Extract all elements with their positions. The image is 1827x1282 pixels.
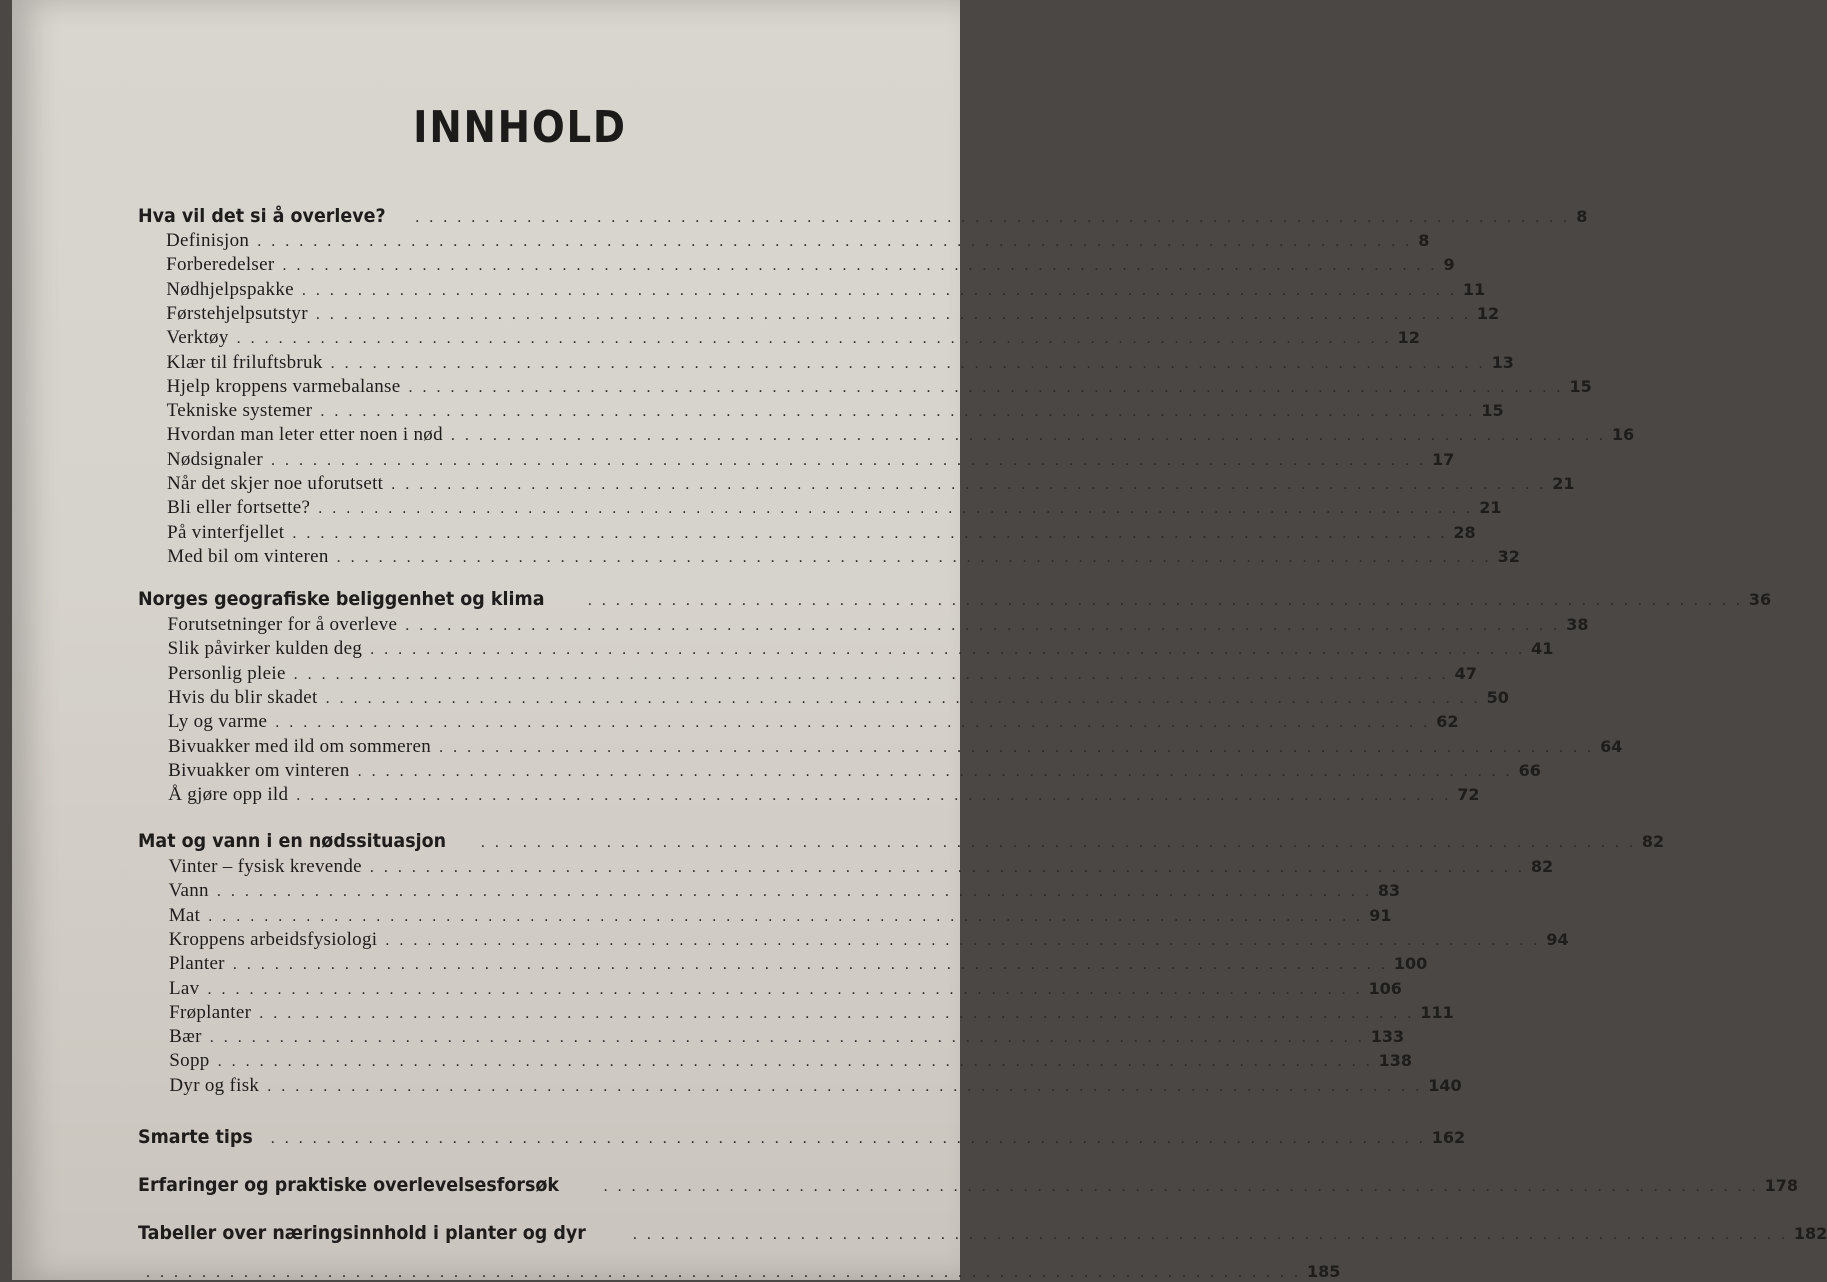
dot-leader: . . . . . . . . . . . . . . . . . . . . . . . . . . . . . . . . . . . . . . . . . . . . . . . . . . . . . . . . . . . . . . . . . . . . . . . . . . . . . . . . . . . xyxy=(271,451,1427,469)
toc-entry-page-number: 21 xyxy=(1552,474,1575,493)
toc-entry-label: Verktøy xyxy=(166,327,229,349)
toc-entry-label: Når det skjer noe uforutsett xyxy=(166,473,384,494)
toc-entry xyxy=(169,1026,1405,1048)
toc-heading xyxy=(138,205,1588,227)
toc-entry xyxy=(169,1050,1412,1072)
toc-entry-label: Hjelp kroppens varmebalanse xyxy=(166,375,401,397)
toc-entry xyxy=(167,662,1477,685)
toc-heading-label: Smarte tips xyxy=(138,1126,253,1148)
toc-entry-page-number: 15 xyxy=(1569,376,1592,396)
toc-entry-page-number: 28 xyxy=(1453,522,1476,542)
toc-entry xyxy=(166,448,1455,471)
toc-heading-page-number: 182 xyxy=(1793,1224,1827,1243)
toc-entry xyxy=(166,230,1430,252)
toc-entry-label: Lav xyxy=(168,977,200,999)
toc-entry-page-number: 12 xyxy=(1397,328,1420,348)
toc-heading xyxy=(138,1262,1341,1282)
toc-entry xyxy=(166,254,1455,276)
toc-entry-label: Definisjon xyxy=(166,230,250,251)
dot-leader: . . . . . . . . . . . . . . . . . . . . . . . . . . . . . . . . . . . . . . . . . . . . . . . . . . . . . . . . . . . . . . . . . . . . . . . . . . . . . . . . . . . xyxy=(450,427,1606,445)
toc-entry xyxy=(166,473,1575,495)
toc-entry-label: Kroppens arbeidsfysiologi xyxy=(168,928,378,950)
dot-leader: . . . . . . . . . . . . . . . . . . . . . . . . . . . . . . . . . . . . . . . . . . . . . . . . . . . . . . . . . . . . . . . . . . . . . . . . . . . . . . . . . . . xyxy=(146,1264,1301,1281)
toc-entry xyxy=(169,1001,1454,1024)
toc-entry-page-number: 106 xyxy=(1368,978,1402,998)
toc-heading-label: Hva vil det si å overleve? xyxy=(138,205,386,227)
toc-heading-label: Mat og vann i en nødssituasjon xyxy=(138,830,447,852)
toc-heading-label: Tabeller over næringsinnhold i planter og dyr xyxy=(138,1222,586,1244)
dot-leader: . . . . . . . . . . . . . . . . . . . . . . . . . . . . . . . . . . . . . . . . . . . . . . . . . . . . . . . . . . . . . . . . . . . . . . . . . . . . . . . . . . . xyxy=(405,617,1561,634)
dot-leader: . . . . . . . . . . . . . . . . . . . . . . . . . . . . . . . . . . . . . . . . . . . . . . . . . . . . . . . . . . . . . . . . . . . . . . . . . . . . . . . . . . . xyxy=(207,980,1363,998)
toc-entry-page-number: 16 xyxy=(1611,425,1635,445)
toc-entry xyxy=(168,856,1554,878)
toc-entry-page-number: 64 xyxy=(1600,736,1623,756)
toc-entry-label: Forutsetninger for å overleve xyxy=(167,614,398,635)
dot-leader: . . . . . . . . . . . . . . . . . . . . . . . . . . . . . . . . . . . . . . . . . . . . . . . . . . . . . . . . . . . . . . . . . . . . . . . . . . . . . . . . . . . xyxy=(315,305,1471,323)
toc-entry-label: Klær til friluftsbruk xyxy=(166,351,323,373)
dot-leader: . . . . . . . . . . . . . . . . . . . . . . . . . . . . . . . . . . . . . . . . . . . . . . . . . . . . . . . . . . . . . . . . . . . . . . . . . . . . . . . . . . . xyxy=(217,1053,1373,1071)
dot-leader: . . . . . . . . . . . . . . . . . . . . . . . . . . . . . . . . . . . . . . . . . . . . . . . . . . . . . . . . . . . . . . . . . . . . . . . . . . . . . . . . . . . xyxy=(236,330,1392,348)
toc-entry-label: Med bil om vinteren xyxy=(167,545,329,567)
toc-entry xyxy=(166,351,1514,374)
dot-leader: . . . . . . . . . . . . . . . . . . . . . . . . . . . . . . . . . . . . . . . . . . . . . . . . . . . . . . . . . . . . . . . . . . . . . . . . . . . . . . . . . . . xyxy=(370,641,1526,659)
toc-heading-page-number: 8 xyxy=(1576,207,1588,226)
toc-entry xyxy=(168,928,1569,951)
dot-leader: . . . . . . . . . . . . . . . . . . . . . . . . . . . . . . . . . . . . . . . . . . . . . . . . . . . . . . . . . . . . . . . . . . . . . . . . . . . . . . . . . . . xyxy=(296,787,1452,805)
toc-entry xyxy=(166,400,1504,422)
toc-entry-label: Mat xyxy=(168,904,201,926)
toc-heading-page-number: 162 xyxy=(1431,1128,1466,1147)
dot-leader: . . . . . . . . . . . . . . . . . . . . . . . . . . . . . . . . . . . . . . . . . . . . . . . . . . . . . . . . . . . . . . . . . . . . . . . . . . . . . . . . . . . xyxy=(408,378,1564,396)
toc-entry-page-number: 94 xyxy=(1546,929,1569,949)
toc-entry-page-number: 9 xyxy=(1443,255,1455,275)
dot-leader: . . . . . . . . . . . . . . . . . . . . . . . . . . . . . . . . . . . . . . . . . . . . . . . . . . . . . . . . . . . . . . . . . . . . . . . . . . . . . . . . . . . xyxy=(275,714,1431,732)
toc-entry-label: Tekniske systemer xyxy=(166,400,313,422)
toc-heading-page-number: 178 xyxy=(1764,1176,1799,1195)
toc-entry xyxy=(166,327,1420,349)
toc-entry-label: Nødsignaler xyxy=(166,448,264,470)
toc-heading-page-number: 185 xyxy=(1307,1262,1341,1281)
dot-leader: . . . . . . . . . . . . . . . . . . . . . . . . . . . . . . . . . . . . . . . . . . . . . . . . . . . . . . . . . . . . . . . . . . . . . . . . . . . . . . . . . . . xyxy=(209,1029,1365,1047)
toc-entry xyxy=(168,880,1401,902)
toc-entry-page-number: 15 xyxy=(1481,401,1504,421)
toc-entry-page-number: 138 xyxy=(1378,1051,1412,1071)
dot-leader: . . . . . . . . . . . . . . . . . . . . . . . . . . . . . . . . . . . . . . . . . . . . . . . . . . . . . . . . . . . . . . . . . . . . . . . . . . . . . . . . . . . xyxy=(270,1130,1426,1147)
toc-heading-page-number: 82 xyxy=(1641,832,1665,851)
toc-entry-label: Bær xyxy=(169,1026,202,1048)
dot-leader: . . . . . . . . . . . . . . . . . . . . . . . . . . . . . . . . . . . . . . . . . . . . . . . . . . . . . . . . . . . . . . . . . . . . . . . . . . . . . . . . . . . xyxy=(336,548,1492,566)
dot-leader: . . . . . . . . . . . . . . . . . . . . . . . . . . . . . . . . . . . . . . . . . . . . . . . . . . . . . . . . . . . . . . . . . . . . . . . . . . . . . . . . . . . xyxy=(415,209,1571,226)
toc-entry xyxy=(168,904,1392,927)
dot-leader: . . . . . . . . . . . . . . . . . . . . . . . . . . . . . . . . . . . . . . . . . . . . . . . . . . . . . . . . . . . . . . . . . . . . . . . . . . . . . . . . . . . xyxy=(257,233,1413,250)
dot-leader: . . . . . . . . . . . . . . . . . . . . . . . . . . . . . . . . . . . . . . . . . . . . . . . . . . . . . . . . . . . . . . . . . . . . . . . . . . . . . . . . . . . xyxy=(325,689,1481,707)
toc-heading-page-number: 36 xyxy=(1748,590,1772,609)
dot-leader: . . . . . . . . . . . . . . . . . . . . . . . . . . . . . . . . . . . . . . . . . . . . . . . . . . . . . . . . . . . . . . . . . . . . . . . . . . . . . . . . . . . xyxy=(267,1077,1423,1095)
toc-entry-page-number: 62 xyxy=(1436,712,1459,732)
toc-entry-label: Personlig pleie xyxy=(167,662,286,684)
toc-entry xyxy=(169,1074,1462,1097)
toc-entry-page-number: 11 xyxy=(1462,279,1486,299)
toc-entry-page-number: 133 xyxy=(1370,1027,1405,1047)
toc-entry-page-number: 41 xyxy=(1531,639,1554,659)
toc-entry-label: Dyr og fisk xyxy=(169,1074,260,1096)
toc-entry-label: Forberedelser xyxy=(166,254,275,276)
dot-leader: . . . . . . . . . . . . . . . . . . . . . . . . . . . . . . . . . . . . . . . . . . . . . . . . . . . . . . . . . . . . . . . . . . . . . . . . . . . . . . . . . . . xyxy=(385,931,1541,949)
dot-leader: . . . . . . . . . . . . . . . . . . . . . . . . . . . . . . . . . . . . . . . . . . . . . . . . . . . . . . . . . . . . . . . . . . . . . . . . . . . . . . . . . . . xyxy=(480,834,1636,851)
toc-entry-label: Sopp xyxy=(169,1050,210,1072)
dot-leader: . . . . . . . . . . . . . . . . . . . . . . . . . . . . . . . . . . . . . . . . . . . . . . . . . . . . . . . . . . . . . . . . . . . . . . . . . . . . . . . . . . . xyxy=(259,1004,1415,1022)
toc-entry-page-number: 83 xyxy=(1377,881,1401,901)
dot-leader: . . . . . . . . . . . . . . . . . . . . . . . . . . . . . . . . . . . . . . . . . . . . . . . . . . . . . . . . . . . . . . . . . . . . . . . . . . . . . . . . . . . xyxy=(293,665,1449,683)
toc-entry-page-number: 47 xyxy=(1454,663,1477,683)
toc-entry xyxy=(168,977,1402,1000)
toc-entry-page-number: 91 xyxy=(1369,905,1392,925)
toc-entry xyxy=(166,278,1486,301)
toc-heading xyxy=(138,1174,1799,1196)
toc-entry-label: Førstehjelpsutstyr xyxy=(166,302,308,324)
toc-entry xyxy=(168,735,1623,758)
toc-entry xyxy=(167,521,1476,544)
dot-leader: . . . . . . . . . . . . . . . . . . . . . . . . . . . . . . . . . . . . . . . . . . . . . . . . . . . . . . . . . . . . . . . . . . . . . . . . . . . . . . . . . . . xyxy=(318,500,1474,518)
toc-entry-page-number: 82 xyxy=(1530,857,1554,876)
dot-leader: . . . . . . . . . . . . . . . . . . . . . . . . . . . . . . . . . . . . . . . . . . . . . . . . . . . . . . . . . . . . . . . . . . . . . . . . . . . . . . . . . . . xyxy=(216,883,1372,901)
dot-leader: . . . . . . . . . . . . . . . . . . . . . . . . . . . . . . . . . . . . . . . . . . . . . . . . . . . . . . . . . . . . . . . . . . . . . . . . . . . . . . . . . . . xyxy=(232,956,1388,974)
toc-entry-page-number: 100 xyxy=(1393,954,1428,974)
toc-entry-label: Bivuakker om vinteren xyxy=(168,759,350,781)
toc-entry-label: Bivuakker med ild om sommeren xyxy=(168,735,432,757)
toc-entry xyxy=(168,759,1541,782)
toc-entry xyxy=(166,302,1500,325)
toc-entry-label: Hvis du blir skadet xyxy=(167,686,318,708)
toc-entry-page-number: 17 xyxy=(1432,449,1455,469)
dot-leader: . . . . . . . . . . . . . . . . . . . . . . . . . . . . . . . . . . . . . . . . . . . . . . . . . . . . . . . . . . . . . . . . . . . . . . . . . . . . . . . . . . . xyxy=(603,1178,1759,1195)
toc-entry-page-number: 140 xyxy=(1428,1075,1462,1095)
dot-leader: . . . . . . . . . . . . . . . . . . . . . . . . . . . . . . . . . . . . . . . . . . . . . . . . . . . . . . . . . . . . . . . . . . . . . . . . . . . . . . . . . . . xyxy=(320,403,1476,421)
toc-entry-label: Ly og varme xyxy=(167,711,268,733)
toc-heading-label: Erfaringer og praktiske overlevelsesforsøk xyxy=(138,1174,560,1196)
toc-entry-label: Slik påvirker kulden deg xyxy=(167,638,363,660)
dot-leader: . . . . . . . . . . . . . . . . . . . . . . . . . . . . . . . . . . . . . . . . . . . . . . . . . . . . . . . . . . . . . . . . . . . . . . . . . . . . . . . . . . . xyxy=(439,738,1595,756)
page-title: INNHOLD xyxy=(413,102,627,153)
toc-entry xyxy=(166,375,1592,398)
toc-entry xyxy=(167,545,1520,568)
dot-leader: . . . . . . . . . . . . . . . . . . . . . . . . . . . . . . . . . . . . . . . . . . . . . . . . . . . . . . . . . . . . . . . . . . . . . . . . . . . . . . . . . . . xyxy=(301,281,1457,299)
toc-entry-label: Bli eller fortsette? xyxy=(167,497,311,519)
toc-entry xyxy=(167,638,1554,660)
toc-entry-label: Frøplanter xyxy=(169,1001,252,1023)
toc-entry xyxy=(167,711,1459,733)
toc-entry-page-number: 8 xyxy=(1418,231,1430,250)
toc-entry-page-number: 38 xyxy=(1566,615,1589,634)
toc-entry-label: På vinterfjellet xyxy=(167,521,285,543)
toc-entry-page-number: 21 xyxy=(1479,498,1502,518)
toc-heading xyxy=(138,1126,1466,1148)
toc-entry-page-number: 72 xyxy=(1457,785,1480,805)
toc-heading xyxy=(138,830,1665,852)
toc-entry-page-number: 32 xyxy=(1497,546,1520,566)
dot-leader: . . . . . . . . . . . . . . . . . . . . . . . . . . . . . . . . . . . . . . . . . . . . . . . . . . . . . . . . . . . . . . . . . . . . . . . . . . . . . . . . . . . xyxy=(632,1226,1788,1243)
dot-leader: . . . . . . . . . . . . . . . . . . . . . . . . . . . . . . . . . . . . . . . . . . . . . . . . . . . . . . . . . . . . . . . . . . . . . . . . . . . . . . . . . . . xyxy=(282,257,1438,275)
dot-leader: . . . . . . . . . . . . . . . . . . . . . . . . . . . . . . . . . . . . . . . . . . . . . . . . . . . . . . . . . . . . . . . . . . . . . . . . . . . . . . . . . . . xyxy=(208,907,1364,925)
dot-leader: . . . . . . . . . . . . . . . . . . . . . . . . . . . . . . . . . . . . . . . . . . . . . . . . . . . . . . . . . . . . . . . . . . . . . . . . . . . . . . . . . . . xyxy=(357,762,1513,780)
toc-entry-page-number: 111 xyxy=(1420,1002,1454,1022)
dot-leader: . . . . . . . . . . . . . . . . . . . . . . . . . . . . . . . . . . . . . . . . . . . . . . . . . . . . . . . . . . . . . . . . . . . . . . . . . . . . . . . . . . . xyxy=(391,476,1547,493)
toc-entry xyxy=(167,614,1589,636)
toc-entry-label: Hvordan man leter etter noen i nød xyxy=(166,424,443,446)
toc-entry-page-number: 12 xyxy=(1476,303,1500,323)
toc-entry xyxy=(167,686,1509,709)
dot-leader: . . . . . . . . . . . . . . . . . . . . . . . . . . . . . . . . . . . . . . . . . . . . . . . . . . . . . . . . . . . . . . . . . . . . . . . . . . . . . . . . . . . xyxy=(369,859,1525,876)
toc-entry-label: Nødhjelpspakke xyxy=(166,278,294,300)
dot-leader: . . . . . . . . . . . . . . . . . . . . . . . . . . . . . . . . . . . . . . . . . . . . . . . . . . . . . . . . . . . . . . . . . . . . . . . . . . . . . . . . . . . xyxy=(330,354,1486,372)
toc-entry xyxy=(167,497,1502,519)
toc-entry-page-number: 13 xyxy=(1491,352,1514,372)
toc-entry-label: Planter xyxy=(168,953,225,975)
toc-entry-label: Vann xyxy=(168,880,209,902)
toc-entry-page-number: 66 xyxy=(1518,760,1541,780)
toc-entry-label: Å gjøre opp ild xyxy=(168,784,289,806)
toc-entry xyxy=(168,953,1428,975)
toc-entry-page-number: 50 xyxy=(1486,687,1509,707)
toc-heading xyxy=(138,588,1772,610)
toc-heading xyxy=(138,1222,1827,1244)
dot-leader: . . . . . . . . . . . . . . . . . . . . . . . . . . . . . . . . . . . . . . . . . . . . . . . . . . . . . . . . . . . . . . . . . . . . . . . . . . . . . . . . . . . xyxy=(587,592,1743,609)
toc-entry xyxy=(166,424,1635,446)
toc-entry-label: Vinter – fysisk krevende xyxy=(168,856,362,877)
dot-leader: . . . . . . . . . . . . . . . . . . . . . . . . . . . . . . . . . . . . . . . . . . . . . . . . . . . . . . . . . . . . . . . . . . . . . . . . . . . . . . . . . . . xyxy=(292,524,1448,542)
toc-heading-label: Norges geografiske beliggenhet og klima xyxy=(138,588,545,610)
toc-entry xyxy=(168,784,1480,806)
